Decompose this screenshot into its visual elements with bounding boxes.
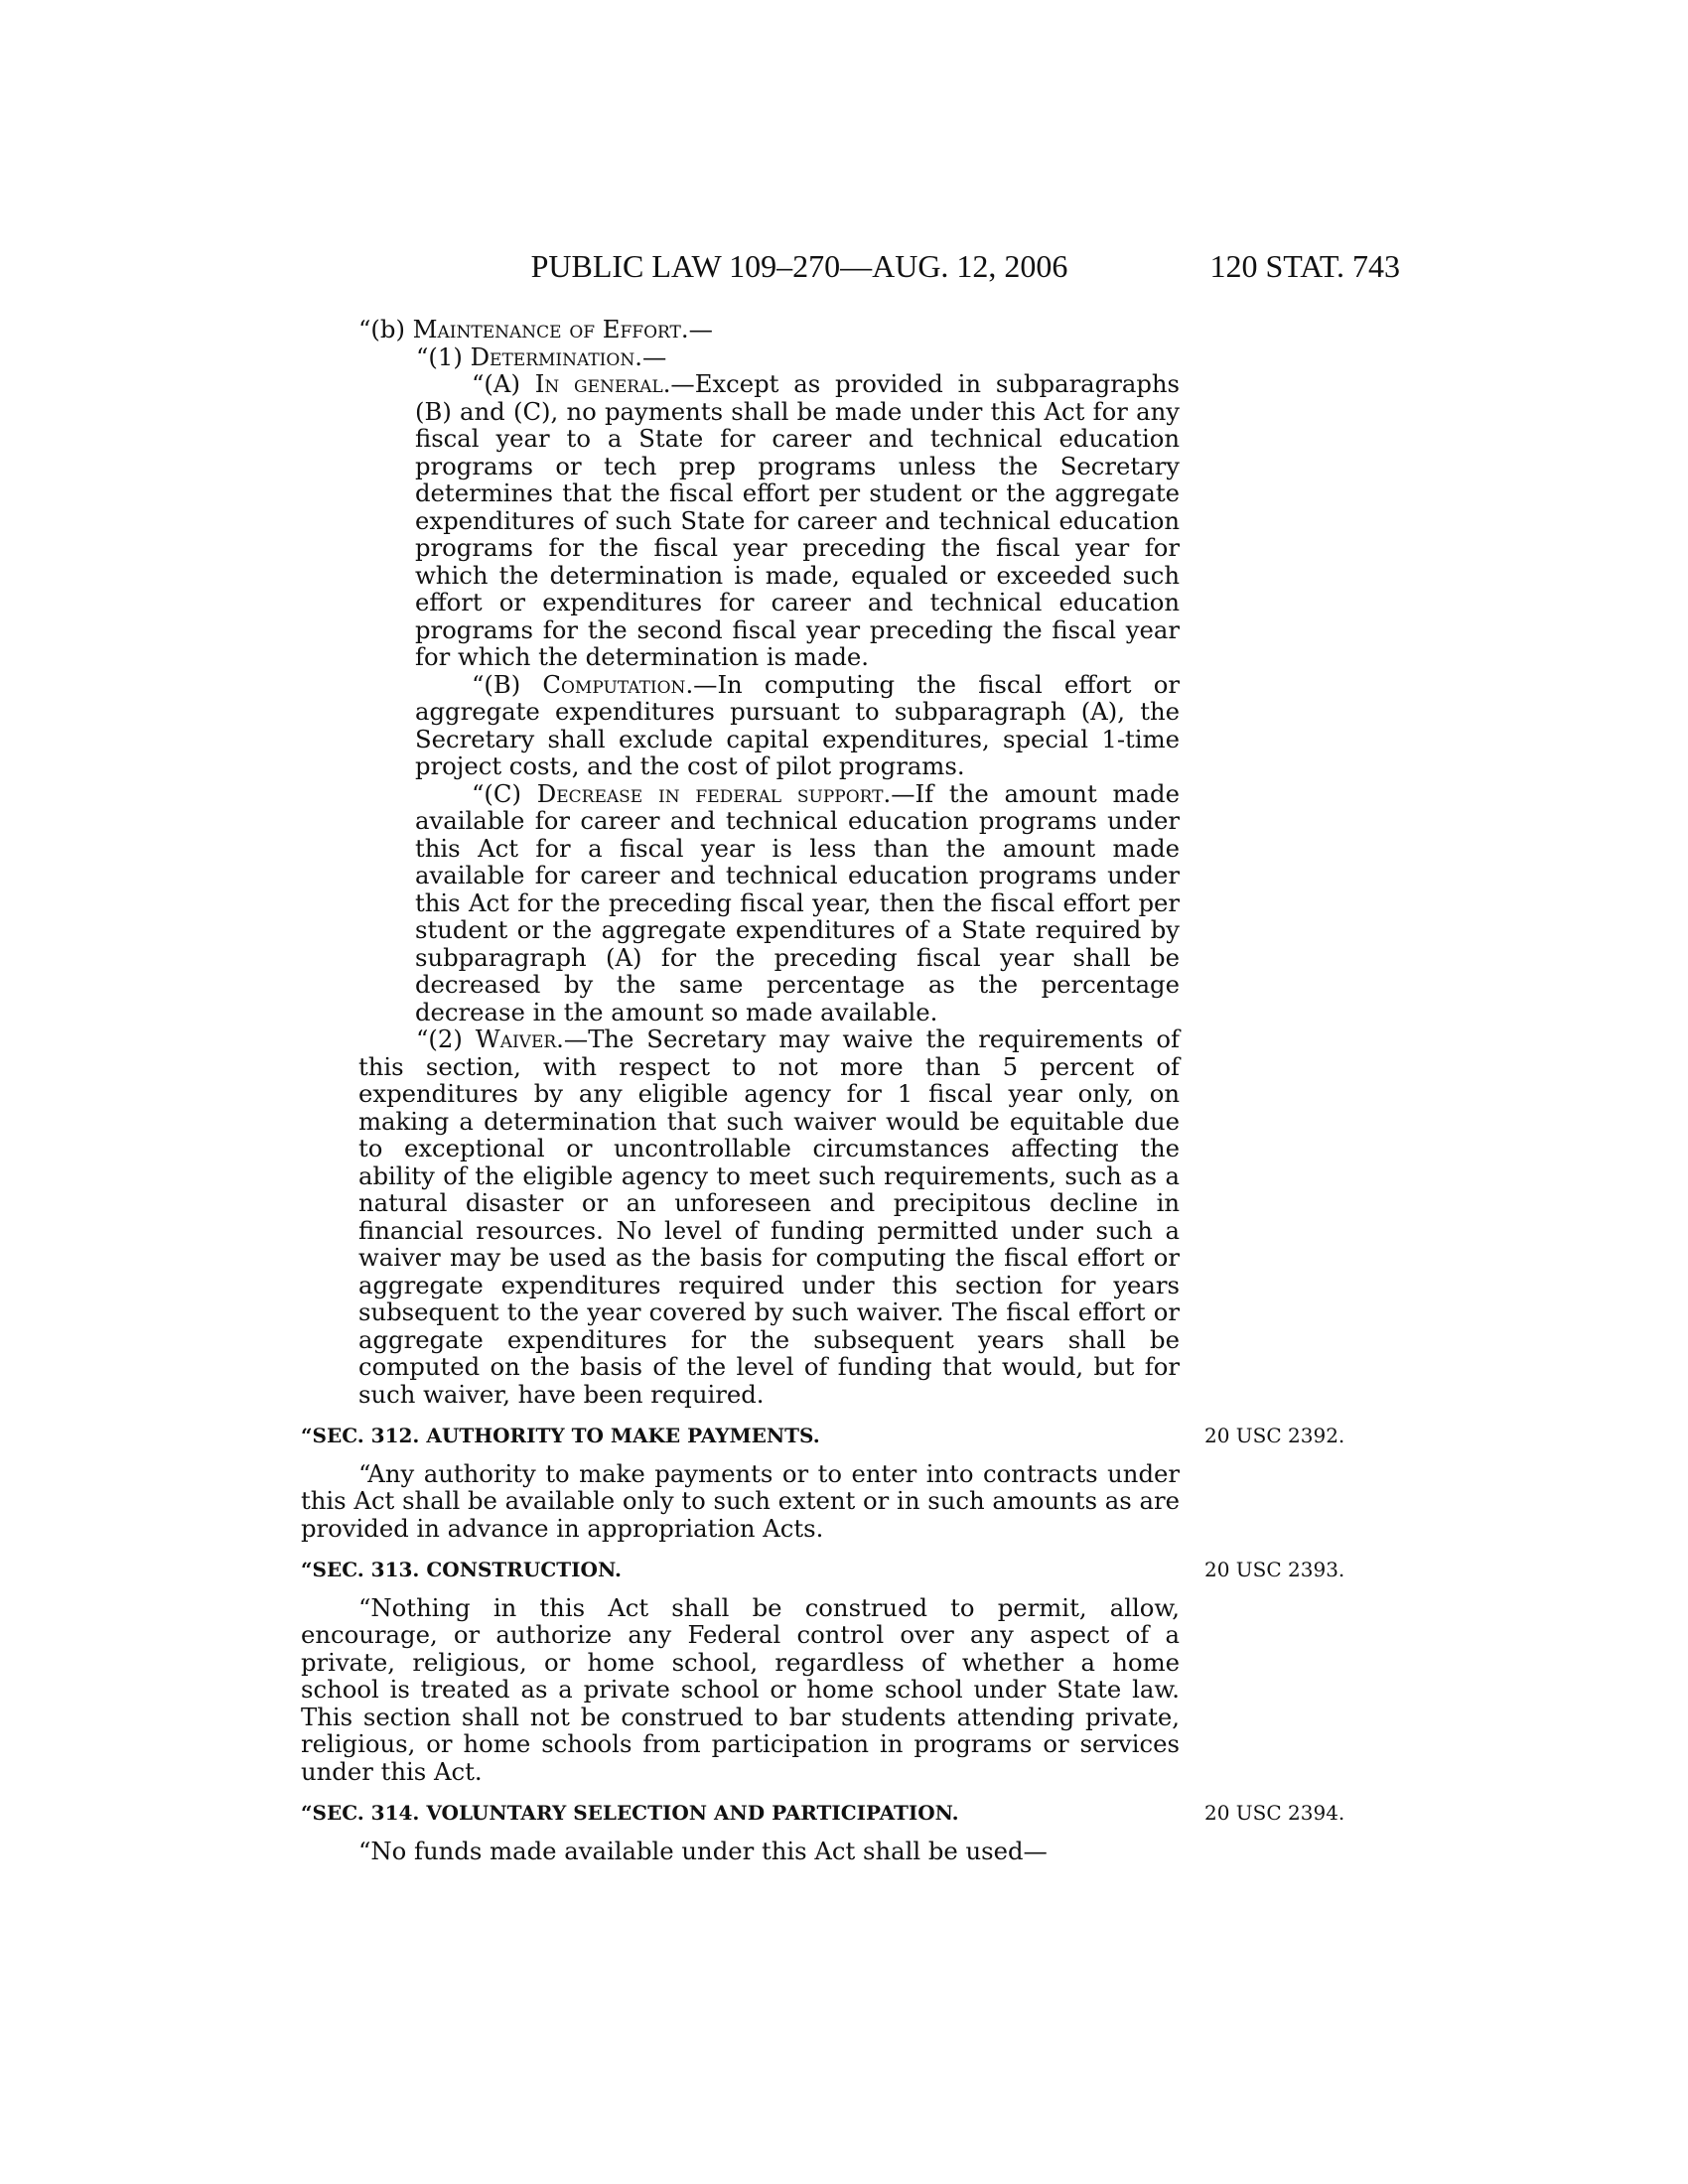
subparagraph-a-caption: In general <box>534 369 663 398</box>
section-313-usc-note: 20 USC 2393. <box>1204 1558 1345 1581</box>
section-314-heading <box>301 1800 1345 1828</box>
section-312-title: “SEC. 312. AUTHORITY TO MAKE PAYMENTS. <box>301 1424 820 1447</box>
subsection-b-prefix: “(b) <box>358 315 413 343</box>
subparagraph-a-prefix: “(A) <box>472 369 535 398</box>
subparagraph-c-caption: Decrease in federal support <box>536 778 884 808</box>
subparagraph-c <box>301 780 1180 1026</box>
paragraph-1-caption: Determination <box>470 341 635 371</box>
subsection-b-caption: Maintenance of Effort <box>412 315 681 343</box>
paragraph-2-prefix: “(2) <box>416 1024 476 1053</box>
subsection-b-heading <box>301 316 1180 343</box>
subparagraph-a-text: .—Except as provided in subparagraphs (B) and (C), no payments shall be made under this Act for any fiscal year to a State for career and technical education programs or tech prep programs unless the Secretary determines that the fiscal effort per student or the aggregate expenditures of such State for career and technical education programs for the fiscal year preceding the fiscal year for which the determination is made, equaled or exceeded such effort or expenditures for career and technical education programs for the second fiscal year preceding the fiscal year for which the determination is made. <box>415 369 1180 671</box>
stat-page-number: 120 STAT. 743 <box>1209 248 1400 284</box>
paragraph-2-text: .—The Secretary may waive the requirements of this section, with respect to not more than 5 percent of expenditures by any eligible agency for 1 fiscal year only, on making a determination that such waiver would be equitable due to exceptional or uncontrollable circumstances affecting the ability of the eligible agency to meet such requirements, such as a natural disaster or an unforeseen and precipitous decline in financial resources. No level of funding permitted under such a waiver may be used as the basis for computing the fiscal effort or aggregate expenditures required under this section for years subsequent to the year covered by such waiver. The fiscal effort or aggregate expenditures for the subsequent years shall be computed on the basis of the level of funding that would, but for such waiver, have been required. <box>358 1024 1180 1409</box>
section-313-text: “Nothing in this Act shall be construed to permit, allow, encourage, or authorize any Federal control over any aspect of a private, religious, or home school, regardless of whether a home school is treated as a private school or home school under State law. This section shall not be construed to bar students attending private, religious, or home schools from participation in programs or services under this Act. <box>301 1592 1180 1786</box>
section-313-title: “SEC. 313. CONSTRUCTION. <box>301 1558 622 1581</box>
section-313-heading <box>301 1557 1345 1584</box>
section-314-text: “No funds made available under this Act shall be used— <box>358 1836 1048 1865</box>
page-header <box>298 248 1400 288</box>
subparagraph-c-text: .—If the amount made available for career and technical education programs under this Act for a fiscal year is less than the amount made available for career and technical education programs under this Act for the preceding fiscal year, then the fiscal effort per student or the aggregate expenditures of a State required by subparagraph (A) for the preceding fiscal year shall be decreased by the same percentage as the percentage decrease in the amount so made available. <box>415 778 1180 1026</box>
section-314-title: “SEC. 314. VOLUNTARY SELECTION AND PARTICIPATION. <box>301 1801 959 1825</box>
public-law-title: PUBLIC LAW 109–270—AUG. 12, 2006 <box>530 248 1068 284</box>
paragraph-2-caption: Waiver <box>475 1024 557 1053</box>
paragraph-2-waiver <box>301 1025 1180 1408</box>
document-body <box>301 315 1345 1865</box>
subparagraph-b-prefix: “(B) <box>472 669 543 699</box>
section-314-usc-note: 20 USC 2394. <box>1204 1801 1345 1825</box>
section-312-text: “Any authority to make payments or to enter into contracts under this Act shall be available only to such extent or in such amounts as are provided in advance in appropriation Acts. <box>301 1458 1180 1543</box>
paragraph-1-dash: .— <box>634 341 667 371</box>
paragraph-1-prefix: “(1) <box>416 341 471 371</box>
section-312-heading <box>301 1423 1345 1450</box>
section-312-usc-note: 20 USC 2392. <box>1204 1424 1345 1447</box>
paragraph-1-heading <box>301 343 1180 371</box>
subparagraph-b <box>301 671 1180 780</box>
subparagraph-b-caption: Computation <box>542 669 686 699</box>
subparagraph-b-text: .—In computing the fiscal effort or aggregate expenditures pursuant to subparagraph (A), the Secretary shall exclude capital expenditures, special 1-time project costs, and the cost of pilot programs. <box>415 669 1180 780</box>
subparagraph-c-prefix: “(C) <box>472 778 537 808</box>
subparagraph-a <box>301 370 1180 671</box>
subsection-b-dash: .— <box>680 315 713 343</box>
